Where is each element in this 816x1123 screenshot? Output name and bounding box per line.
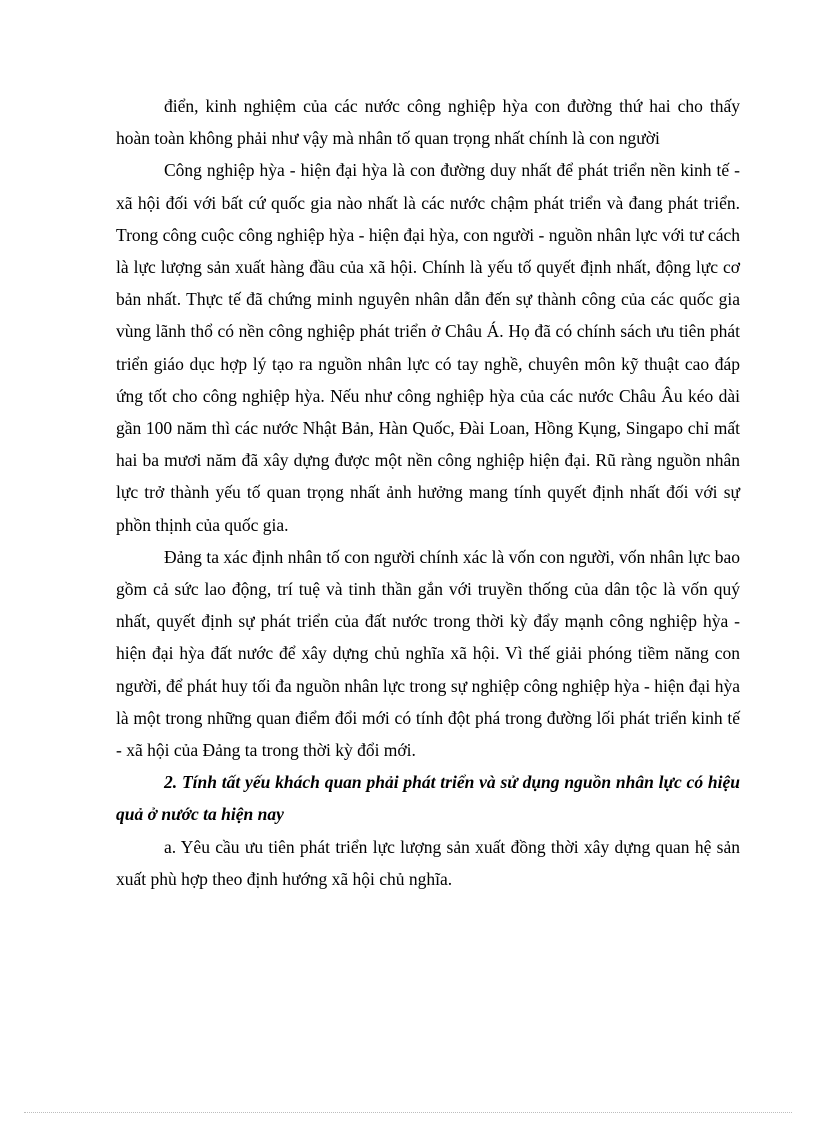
paragraph-industrialization: Công nghiệp hỳa - hiện đại hỳa là con đường duy nhất để phát triển nền kinh tế - xã hội đối với bất cứ quốc gia nào nhất là các nước chậm phát triển và đang phát triển. Trong công cuộc công nghiệp hỳa - hiện đại hỳa, con người - nguồn nhân lực với tư cách là lực lượng sản xuất hàng đầu của xã hội. Chính là yếu tố quyết định nhất, động lực cơ bản nhất. Thực tế đã chứng minh nguyên nhân dẫn đến sự thành công của các quốc gia vùng lãnh thổ có nền công nghiệp phát triển ở Châu Á. Họ đã có chính sách ưu tiên phát triển giáo dục hợp lý tạo ra nguồn nhân lực có tay nghề, chuyên môn kỹ thuật cao đáp ứng tốt cho công nghiệp hỳa. Nếu như công nghiệp hỳa của các nước Châu Âu kéo dài gần 100 năm thì các nước Nhật Bản, Hàn Quốc, Đài Loan, Hồng Kụng, Singapo chỉ mất hai ba mươi năm đã xây dựng được một nền công nghiệp hiện đại. Rũ ràng nguồn nhân lực trở thành yếu tố quan trọng nhất ảnh hưởng mang tính quyết định nhất đối với sự phồn thịnh của quốc gia. — [116, 160, 740, 535]
paragraph-continuation: điển, kinh nghiệm của các nước công nghiệp hỳa con đường thứ hai cho thấy hoàn toàn không phải như vậy mà nhân tố quan trọng nhất chính là con người — [116, 96, 740, 149]
page-bottom-divider — [24, 1112, 792, 1113]
paragraph-party-policy: Đảng ta xác định nhân tố con người chính xác là vốn con người, vốn nhân lực bao gồm cả sức lao động, trí tuệ và tinh thần gắn với truyền thống của dân tộc là vốn quý nhất, quyết định sự phát triển của đất nước trong thời kỳ đẩy mạnh công nghiệp hỳa - hiện đại hỳa đất nước để xây dựng chủ nghĩa xã hội. Vì thế giải phóng tiềm năng con người, để phát huy tối đa nguồn nhân lực trong sự nghiệp công nghiệp hỳa - hiện đại hỳa là một trong những quan điểm đổi mới có tính đột phá trong đường lối phát triển kinh tế - xã hội của Đảng ta trong thời kỳ đổi mới. — [116, 546, 740, 761]
subsection-paragraph: a. Yêu cầu ưu tiên phát triển lực lượng sản xuất đồng thời xây dựng quan hệ sản xuất phù hợp theo định hướng xã hội chủ nghĩa. — [116, 836, 740, 889]
section-heading: 2. Tính tất yếu khách quan phải phát triển và sử dụng nguồn nhân lực có hiệu quả ở nước ta hiện nay — [116, 772, 740, 825]
document-page — [116, 90, 740, 895]
